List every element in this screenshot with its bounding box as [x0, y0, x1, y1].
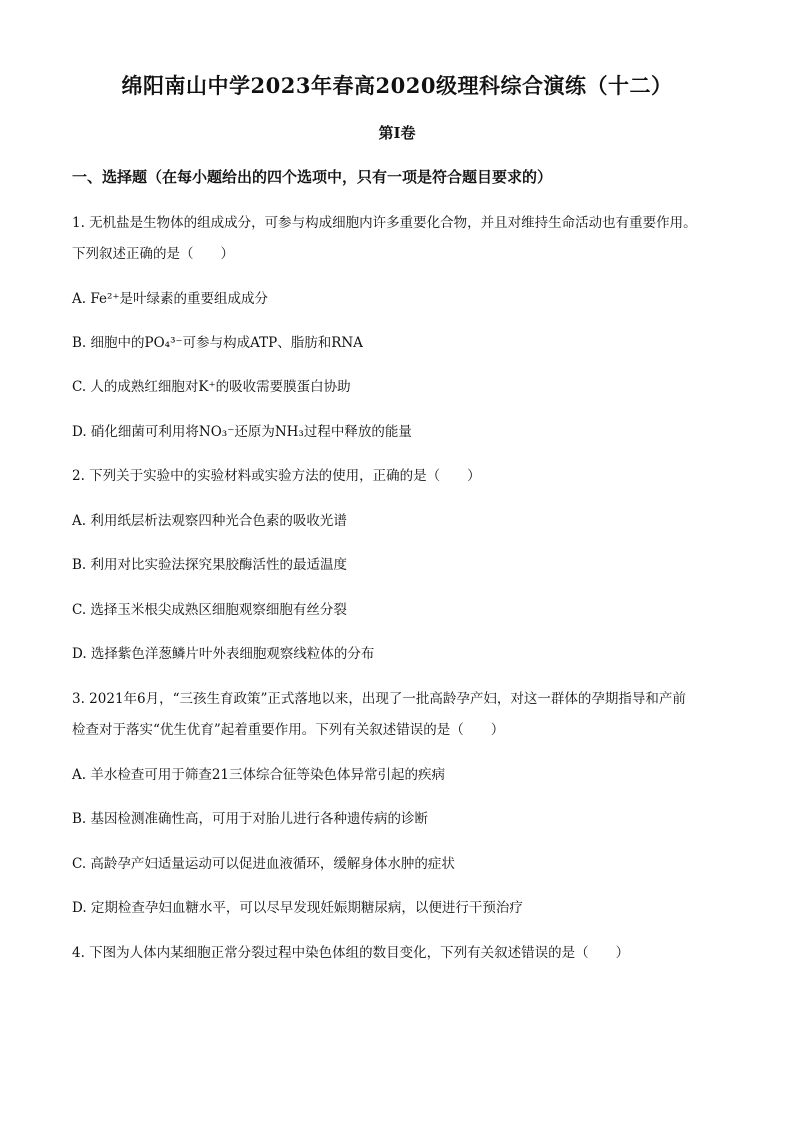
question-1-stem-line-1: 1. 无机盐是生物体的组成成分，可参与构成细胞内许多重要化合物，并且对维持生命活动也有重要作用。 — [72, 215, 697, 231]
question-3-stem-line-1: 3. 2021年6月，“三孩生育政策”正式落地以来，出现了一批高龄孕产妇，对这一群体的孕期指导和产前 — [72, 691, 686, 707]
question-3-stem-line-2: 检查对于落实“优生优育”起着重要作用。下列有关叙述错误的是（ ） — [72, 722, 505, 738]
section-heading: 一、选择题（在每小题给出的四个选项中，只有一项是符合题目要求的） — [72, 168, 553, 186]
question-1-option-b: B. 细胞中的PO₄³⁻可参与构成ATP、脂肪和RNA — [72, 335, 363, 351]
question-1-option-d: D. 硝化细菌可利用将NO₃⁻还原为NH₃过程中释放的能量 — [72, 424, 412, 440]
question-1-option-a: A. Fe²⁺是叶绿素的重要组成成分 — [72, 291, 268, 307]
question-3-option-c: C. 高龄孕产妇适量运动可以促进血液循环，缓解身体水肿的症状 — [72, 856, 455, 872]
question-4-stem: 4. 下图为人体内某细胞正常分裂过程中染色体组的数目变化，下列有关叙述错误的是（ ） — [72, 945, 630, 961]
question-3-option-d: D. 定期检查孕妇血糖水平，可以尽早发现妊娠期糖尿病，以便进行干预治疗 — [72, 900, 523, 916]
question-2-option-a: A. 利用纸层析法观察四种光合色素的吸收光谱 — [72, 513, 347, 529]
question-3-option-b: B. 基因检测准确性高，可用于对胎儿进行各种遗传病的诊断 — [72, 811, 429, 827]
volume-heading: 第Ⅰ卷 — [378, 124, 416, 142]
question-1-option-c: C. 人的成熟红细胞对K⁺的吸收需要膜蛋白协助 — [72, 379, 351, 395]
question-1-stem-line-2: 下列叙述正确的是（ ） — [72, 246, 234, 262]
question-2-option-d: D. 选择紫色洋葱鳞片叶外表细胞观察线粒体的分布 — [72, 646, 375, 662]
question-3-option-a: A. 羊水检查可用于筛查21三体综合征等染色体异常引起的疾病 — [72, 767, 446, 783]
question-2-stem: 2. 下列关于实验中的实验材料或实验方法的使用，正确的是（ ） — [72, 468, 481, 484]
question-2-option-b: B. 利用对比实验法探究果胶酶活性的最适温度 — [72, 557, 348, 573]
document-title: 绵阳南山中学2023年春高2020级理科综合演练（十二） — [121, 73, 673, 98]
question-2-option-c: C. 选择玉米根尖成熟区细胞观察细胞有丝分裂 — [72, 602, 347, 618]
